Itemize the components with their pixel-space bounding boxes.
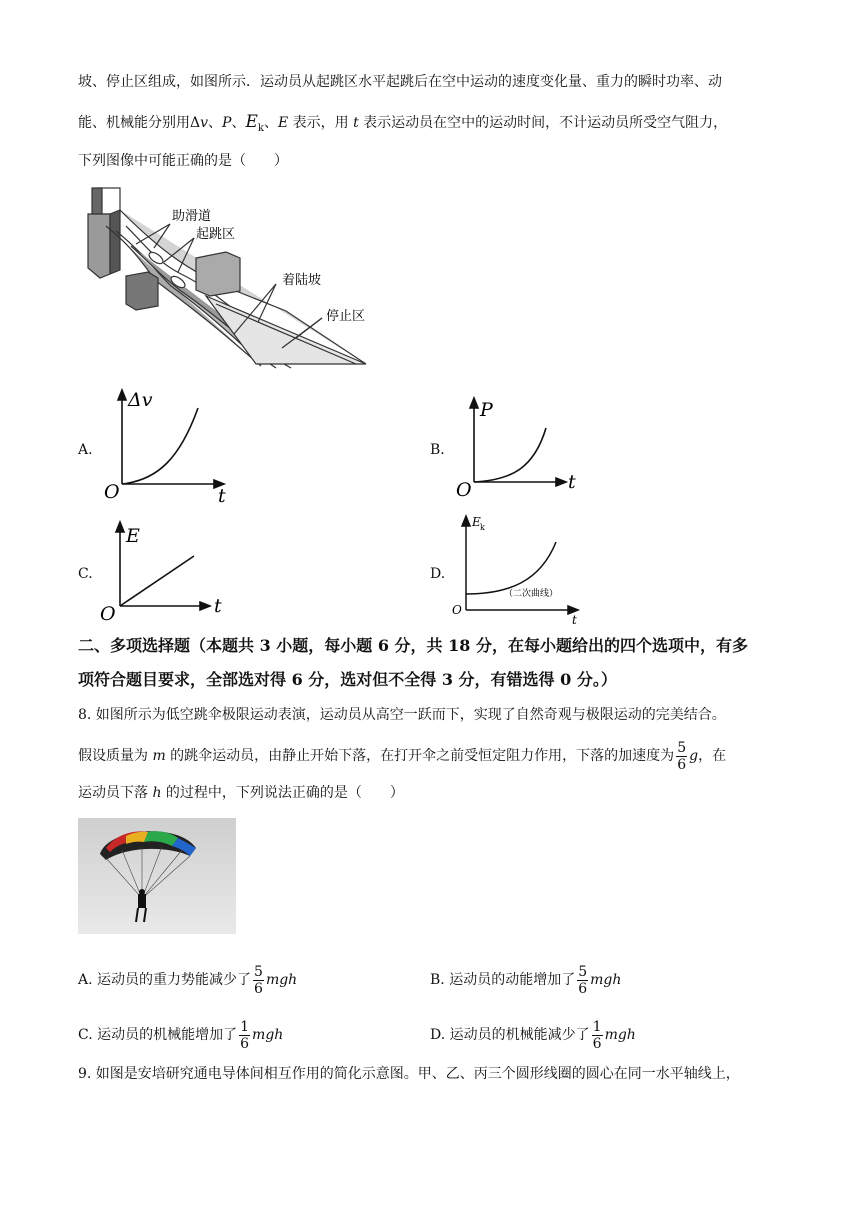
q7-option-a-label: A. xyxy=(78,442,93,458)
q7-text-line-1: 坡、停止区组成，如图所示．运动员从起跳区水平起跳后在空中运动的速度变化量、重力的瞬时功率、动 xyxy=(78,74,722,90)
origin-label: O xyxy=(452,603,462,617)
text: 能、机械能分别用Δ xyxy=(78,115,201,131)
var-t: t xyxy=(353,115,359,131)
denominator: 6 xyxy=(254,980,263,997)
label-tingzhiqu: 停止区 xyxy=(326,309,366,324)
expression: mgh xyxy=(590,972,622,988)
q7-option-c-label: C. xyxy=(78,566,93,582)
curve-note: （二次曲线） xyxy=(504,589,559,599)
var-h: h xyxy=(152,785,162,801)
ski-jump-figure xyxy=(86,186,371,372)
expression: mgh xyxy=(265,972,298,988)
y-axis-label: P xyxy=(480,399,493,421)
q7-option-c-graph xyxy=(98,520,228,624)
text: 、 xyxy=(231,115,246,131)
option-text: D. 运动员的机械能减少了 xyxy=(430,1027,590,1043)
q7-text-line-3: 下列图像中可能正确的是（ ） xyxy=(78,153,288,169)
origin-label: O xyxy=(100,603,116,625)
var-g: g xyxy=(689,748,699,764)
y-axis-label: Δv xyxy=(128,389,153,411)
origin-label: O xyxy=(456,479,472,501)
var-m: m xyxy=(152,748,166,764)
option-text: A. 运动员的重力势能减少了 xyxy=(78,972,252,988)
var-E: E xyxy=(245,112,258,132)
parachute-photo xyxy=(78,818,236,934)
y-axis-label: E xyxy=(472,515,481,529)
section-2-heading-line-1: 二、多项选择题（本题共 3 小题，每小题 6 分，共 18 分，在每小题给出的四个选项中，有多 xyxy=(78,636,748,655)
x-axis-label: t xyxy=(214,595,222,617)
sub-k: k xyxy=(257,122,264,134)
denominator: 6 xyxy=(592,1035,602,1052)
x-axis-label: t xyxy=(218,485,226,507)
fraction xyxy=(592,1019,603,1052)
fraction xyxy=(253,964,264,997)
text: 的过程中，下列说法正确的是（ ） xyxy=(161,785,404,801)
numerator: 1 xyxy=(592,1018,602,1035)
origin-label: O xyxy=(104,481,120,503)
var-P: P xyxy=(222,115,232,131)
q7-option-d-graph xyxy=(448,512,588,626)
expression: mgh xyxy=(252,1027,284,1043)
q9-text-line-1: 9. 如图是安培研究通电导体间相互作用的简化示意图。甲、乙、丙三个圆形线圈的圆心在同一水平轴线上， xyxy=(78,1066,740,1082)
numerator: 5 xyxy=(677,739,687,756)
text: 、 xyxy=(263,115,278,131)
y-axis-subscript: k xyxy=(480,523,485,532)
denominator: 6 xyxy=(578,980,588,997)
text: 表示运动员在空中的运动时间，不计运动员所受空气阻力， xyxy=(358,115,728,131)
numerator: 5 xyxy=(254,963,263,980)
denominator: 6 xyxy=(677,756,687,773)
option-text: B. 运动员的动能增加了 xyxy=(430,972,576,988)
q7-option-b-label: B. xyxy=(430,442,445,458)
fraction xyxy=(676,740,687,773)
denominator: 6 xyxy=(240,1035,250,1052)
section-2-heading-line-2: 项符合题目要求，全部选对得 6 分，选对但不全得 3 分，有错选得 0 分。） xyxy=(78,670,617,689)
q8-option-d xyxy=(430,1015,636,1055)
q8-option-b xyxy=(430,960,621,1000)
var-v: v xyxy=(200,115,209,131)
label-zhuhuadao: 助滑道 xyxy=(172,209,212,224)
fraction xyxy=(239,1019,250,1052)
q7-option-a-graph xyxy=(98,388,238,507)
x-axis-label: t xyxy=(572,613,577,627)
text: 运动员下落 xyxy=(78,785,153,801)
label-zhuoluopo: 着陆坡 xyxy=(282,273,322,288)
q8-text-line-3 xyxy=(78,783,404,803)
numerator: 1 xyxy=(240,1018,250,1035)
q8-text-line-1: 8. 如图所示为低空跳伞极限运动表演，运动员从高空一跃而下，实现了自然奇观与极限运动的完美结合。 xyxy=(78,707,726,723)
text: 、 xyxy=(208,115,223,131)
fraction xyxy=(577,964,588,997)
label-qitiaoqu: 起跳区 xyxy=(196,227,236,242)
q7-text-line-2 xyxy=(78,112,727,139)
q8-option-a xyxy=(78,960,297,1000)
var-E: E xyxy=(277,115,289,131)
text: 的跳伞运动员，由静止开始下落，在打开伞之前受恒定阻力作用，下落的加速度为 xyxy=(165,748,675,764)
q7-option-b-graph xyxy=(454,396,584,500)
text: 假设质量为 xyxy=(78,748,153,764)
y-axis-label: E xyxy=(126,525,140,547)
q8-text-line-2 xyxy=(78,736,726,776)
q7-option-d-label: D. xyxy=(430,566,446,582)
expression: mgh xyxy=(604,1027,636,1043)
x-axis-label: t xyxy=(568,471,576,493)
q8-option-c xyxy=(78,1015,283,1055)
option-text: C. 运动员的机械能增加了 xyxy=(78,1027,238,1043)
text: ，在 xyxy=(698,748,727,764)
numerator: 5 xyxy=(578,963,588,980)
text: 表示，用 xyxy=(288,115,354,131)
